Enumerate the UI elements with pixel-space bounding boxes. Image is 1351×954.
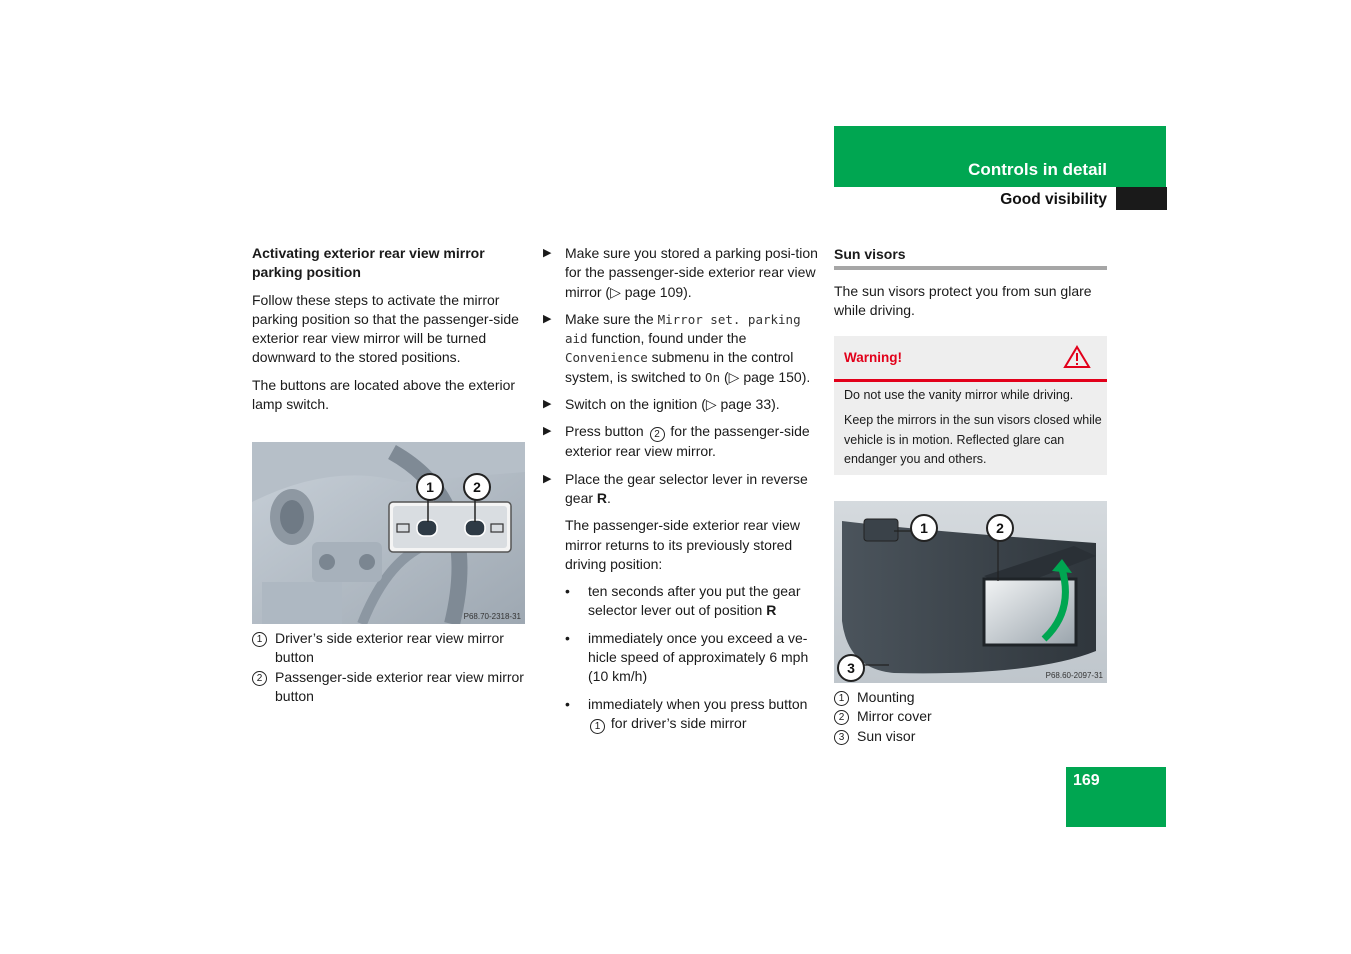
button-number: 2 <box>650 427 665 442</box>
step-text: Press button <box>565 423 648 440</box>
gear-letter: R <box>766 602 777 619</box>
step-text: (▷ page 150). <box>720 368 811 385</box>
step-item <box>543 422 821 461</box>
page-number: 169 <box>1073 772 1100 789</box>
step-text: submenu in the control system, is switched to <box>565 349 794 385</box>
step-arrow-icon: ▶ <box>543 425 552 438</box>
warning-divider <box>834 379 1107 382</box>
condition-item <box>565 695 821 734</box>
legend-num: 3 <box>834 730 849 745</box>
display-message: Convenience <box>565 350 648 366</box>
callout-2: 2 <box>463 473 491 501</box>
callout-3: 3 <box>837 654 865 682</box>
button-number: 1 <box>590 719 605 734</box>
sun-visor-intro: The sun visors protect you from sun glare while driving. <box>834 283 1092 319</box>
image-code: P68.60-2097-31 <box>1045 671 1103 680</box>
gear-letter: R <box>596 489 608 506</box>
mirror-parking-heading: Activating exterior rear view mirror parking position <box>252 245 485 281</box>
condition-text: immediately once you exceed a ve-hicle speed of approximately 6 mph (10 km/h) <box>588 629 809 685</box>
result-paragraph: The passenger-side exterior rear view mirror returns to its previously stored driving position: <box>565 517 800 572</box>
display-message: On <box>705 369 721 385</box>
heading-rule <box>834 266 1107 270</box>
dashboard-illustration <box>252 442 525 624</box>
legend-text: Mirror cover <box>857 708 932 725</box>
legend-text: Passenger-side exterior rear view mirror button <box>275 668 524 704</box>
dashboard-image <box>252 442 525 624</box>
condition-text: for driver’s side mirror <box>607 714 747 731</box>
step-text: Place the gear selector lever in reverse gear <box>565 470 808 506</box>
intro-paragraph: Follow these steps to activate the mirror parking position so that the passenger-side exterior rear view mirror will be turned downward to the stored positions. <box>252 291 519 366</box>
section-title: Good visibility <box>1000 191 1107 208</box>
legend-num: 2 <box>252 671 267 686</box>
legend-text: Mounting <box>857 689 915 705</box>
step-arrow-icon: ▶ <box>543 472 552 485</box>
step-item <box>543 310 821 387</box>
step-text: Make sure you stored a parking posi-tion for the passenger-side exterior rear view mirror (▷ page 109). <box>565 245 818 300</box>
sun-visor-image <box>834 501 1107 683</box>
bullet-dot: • <box>565 629 570 646</box>
legend-num: 1 <box>252 632 267 647</box>
callout-2: 2 <box>986 514 1014 542</box>
warning-triangle-icon <box>1063 345 1091 369</box>
callout-1: 1 <box>416 473 444 501</box>
condition-list <box>543 582 821 734</box>
chapter-title: Controls in detail <box>968 160 1107 179</box>
step-arrow-icon: ▶ <box>543 398 552 411</box>
step-item <box>543 244 821 302</box>
warning-text-2: Keep the mirrors in the sun visors closed while vehicle is in motion. Reflected glare can endanger you and others. <box>844 413 1102 466</box>
button-location-paragraph: The buttons are located above the exterior lamp switch. <box>252 376 516 413</box>
step-arrow-icon: ▶ <box>543 312 552 325</box>
step-item <box>543 470 821 509</box>
condition-item <box>565 582 821 621</box>
legend-item <box>252 668 527 707</box>
condition-item <box>565 629 821 687</box>
warning-text-1: Do not use the vanity mirror while driving. <box>844 388 1074 402</box>
callout-1: 1 <box>910 514 938 542</box>
legend-item <box>834 707 1109 726</box>
step-text: Switch on the ignition (▷ page 33). <box>565 396 780 413</box>
condition-text: ten seconds after you put the gear selector lever out of position <box>588 583 801 619</box>
legend-num: 1 <box>834 691 849 706</box>
condition-text: immediately when you press button <box>588 695 808 712</box>
legend-item <box>834 688 1109 707</box>
left-column <box>252 244 527 422</box>
section-marker <box>1116 187 1167 210</box>
legend-text: Sun visor <box>857 727 916 744</box>
left-legend <box>252 629 527 706</box>
sun-visors-heading: Sun visors <box>834 246 906 262</box>
middle-column <box>543 244 821 742</box>
step-arrow-icon: ▶ <box>543 247 552 259</box>
display-message: Mirror set. parking aid <box>565 311 801 347</box>
step-text: Make sure the <box>565 310 658 327</box>
step-text: function, found under the <box>587 330 747 347</box>
warning-title: Warning! <box>844 350 902 365</box>
sun-visor-illustration <box>834 501 1107 683</box>
warning-box <box>834 336 1107 475</box>
right-legend <box>834 688 1109 746</box>
step-item <box>543 395 821 414</box>
legend-item <box>252 629 527 668</box>
step-text: . <box>607 489 611 506</box>
legend-text: Driver’s side exterior rear view mirror button <box>275 630 504 666</box>
legend-item <box>834 727 1109 746</box>
step-text: for the passenger-side exterior rear view mirror. <box>565 423 810 460</box>
bullet-dot: • <box>565 695 570 712</box>
legend-num: 2 <box>834 710 849 725</box>
bullet-dot: • <box>565 583 570 600</box>
image-code: P68.70-2318-31 <box>463 612 521 621</box>
